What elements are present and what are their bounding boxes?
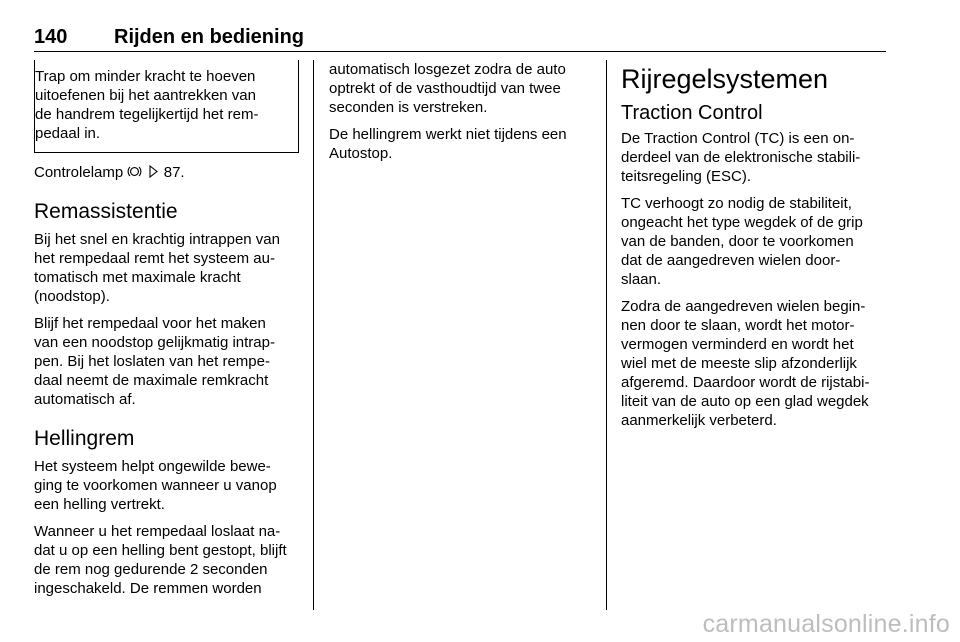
heading-rijregelsystemen: Rijregelsystemen xyxy=(621,64,829,94)
remassistentie-para-1: Bij het snel en krachtig intrappen van het rempedaal remt het systeem au- tomatisch met maximale kracht (noodstop). xyxy=(34,231,280,305)
page-header xyxy=(34,26,886,52)
traction-control-para-3: Zodra de aangedreven wielen begin- nen door te slaan, wordt het motor- vermogen verminderd en wordt het wiel met de meeste slip afzonderlijk afgeremd. Daardoor wordt de rijstabi- liteit van de auto op een glad wegdek aanmerkelijk verbeterd. xyxy=(621,298,870,429)
control-lamp-line: Controlelamp 87. xyxy=(34,164,185,181)
hellingrem-continued-para-1: automatisch losgezet zodra de auto optrekt of de vasthoudtijd van twee seconden is verstreken. xyxy=(329,61,566,116)
header-rule xyxy=(34,51,886,52)
column-divider-2 xyxy=(606,60,607,610)
hellingrem-continued-para-2: De hellingrem werkt niet tijdens een Autostop. xyxy=(329,126,567,162)
hellingrem-para-2: Wanneer u het rempedaal loslaat na- dat u op een helling bent gestopt, blijft de rem nog gedurende 2 seconden ingeschakeld. De remmen worden xyxy=(34,523,287,597)
brake-lamp-icon xyxy=(127,164,142,179)
heading-hellingrem: Hellingrem xyxy=(34,427,135,450)
page-number: 140 xyxy=(34,26,68,48)
note-text: Trap om minder kracht te hoeven uitoefenen bij het aantrekken van de handrem tegelijkertijd het rem- pedaal in. xyxy=(35,68,259,142)
heading-traction-control: Traction Control xyxy=(621,102,763,124)
hellingrem-para-1: Het systeem helpt ongewilde bewe- ging te voorkomen wanneer u vanop een helling vertrekt. xyxy=(34,458,277,513)
traction-control-para-1: De Traction Control (TC) is een on- derdeel van de elektronische stabili- teitsregeling (ESC). xyxy=(621,130,861,185)
column-divider-1 xyxy=(313,60,314,610)
page-reference-icon[interactable] xyxy=(149,165,158,178)
running-title: Rijden en bediening xyxy=(114,26,305,48)
column-3 xyxy=(621,60,887,438)
note-box xyxy=(34,60,299,153)
watermark: carmanualsonline.info xyxy=(702,610,950,638)
traction-control-para-2: TC verhoogt zo nodig de stabiliteit, ongeacht het type wegdek of de grip van de banden, door te voorkomen dat de aangedreven wielen door- slaan. xyxy=(621,195,863,288)
heading-remassistentie: Remassistentie xyxy=(34,200,178,223)
remassistentie-para-2: Blijf het rempedaal voor het maken van een noodstop gelijkmatig intrap- pen. Bij het loslaten van het rempe- daal neemt de maximale remkracht automatisch af. xyxy=(34,315,275,408)
column-2 xyxy=(329,60,597,171)
column-1 xyxy=(34,60,299,606)
